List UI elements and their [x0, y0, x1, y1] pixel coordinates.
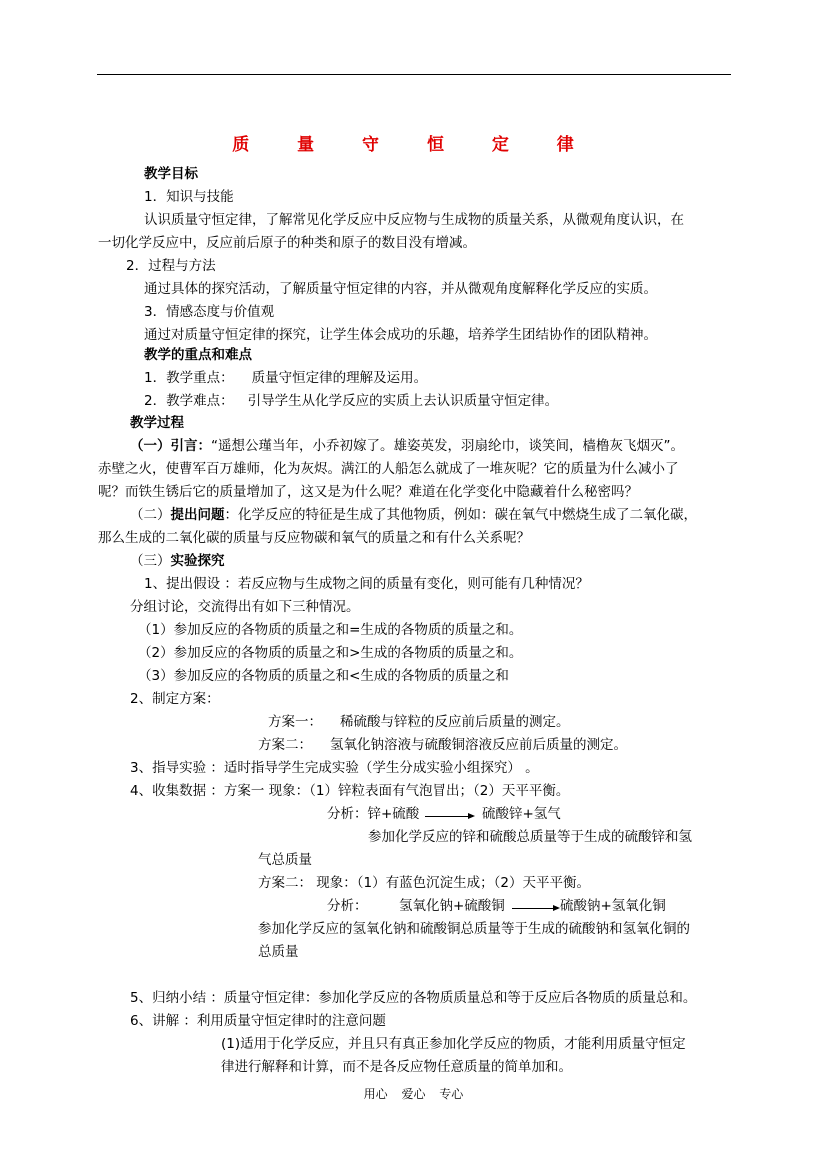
intro-line-2: 赤壁之火，使曹军百万雄师，化为灰烬。满江的人船怎么就成了一堆灰呢？它的质量为什么减小了	[98, 461, 679, 477]
note-line-2: 律进行解释和计算，而不是各反应物任意质量的简单加和。	[221, 1059, 572, 1075]
intro-line-1	[130, 436, 684, 456]
process-heading: 教学过程	[130, 415, 184, 431]
plan-1-text: 稀硫酸与锌粒的反应前后质量的测定。	[340, 714, 570, 730]
lecture-line: 6、讲解 ：利用质量守恒定律时的注意问题	[130, 1013, 386, 1029]
analysis-2-reactants: 氢氧化钠+硫酸铜	[399, 898, 505, 914]
process-method-line: 通过具体的探究活动，了解质量守恒定律的内容，并从微观角度解释化学反应的实质。	[144, 281, 657, 297]
analysis-1-label: 分析：锌+硫酸	[327, 806, 420, 822]
process-method-title: 2．过程与方法	[126, 258, 216, 274]
case-2: （2）参加反应的各物质的质量之和>生成的各物质的质量之和。	[138, 645, 523, 661]
focus-line	[144, 368, 427, 388]
plan-2-line	[258, 735, 627, 755]
knowledge-line-2: 一切化学反应中，反应前后原子的种类和原子的数目没有增减。	[98, 235, 476, 251]
analysis-2-product: 硫酸钠+氢氧化铜	[560, 898, 666, 914]
emotion-title: 3．情感态度与价值观	[144, 304, 275, 320]
focus-label: 1．教学重点：	[144, 370, 234, 386]
collect-line: 4、收集数据 ：方案一 现象：（1）锌粒表面有气泡冒出；（2）天平平衡。	[130, 783, 570, 799]
reaction-arrow-1	[425, 816, 473, 817]
knowledge-line-1: 认识质量守恒定律，了解常见化学反应中反应物与生成物的质量关系，从微观角度认识，在	[144, 212, 684, 228]
difficulty-line	[144, 391, 558, 411]
guide-line: 3、指导实验 ：适时指导学生完成实验（学生分成实验小组探究） 。	[130, 760, 539, 776]
analysis-2-line-2: 总质量	[258, 944, 299, 960]
explore-prefix: （三）	[130, 553, 171, 569]
focus-text: 质量守恒定律的理解及运用。	[251, 370, 428, 386]
plan-2-text: 氢氧化钠溶液与硫酸铜溶液反应前后质量的测定。	[330, 737, 627, 753]
objectives-heading: 教学目标	[144, 166, 198, 182]
knowledge-title: 1．知识与技能	[144, 189, 234, 205]
question-line-1	[130, 505, 697, 525]
key-points-heading: 教学的重点和难点	[144, 347, 252, 363]
note-line-1: (1)适用于化学反应，并且只有真正参加化学反应的物质，才能利用质量守恒定	[221, 1036, 686, 1052]
intro-text-1: “遥想公瑾当年，小乔初嫁了。雄姿英发，羽扇纶巾，谈笑间，樯橹灰飞烟灭”。	[211, 438, 684, 454]
explore-heading	[130, 551, 225, 571]
page-title: 质 量 守 恒 定 律	[232, 135, 595, 155]
plan-1-label: 方案一：	[268, 714, 322, 730]
plan-2-label: 方案二：	[258, 737, 312, 753]
analysis-2-label: 分析：	[327, 898, 368, 914]
intro-label: （一）引言：	[130, 438, 211, 454]
case-3: （3）参加反应的各物质的质量之和<生成的各物质的质量之和	[138, 668, 509, 684]
question-label: 提出问题	[170, 507, 225, 523]
hypothesis-line: 1、提出假设 ：若反应物与生成物之间的质量有变化，则可能有几种情况？	[144, 576, 589, 592]
reaction-arrow-2	[512, 908, 558, 909]
question-line-2: 那么生成的二氧化碳的质量与反应物碳和氧气的质量之和有什么关系呢？	[98, 530, 530, 546]
analysis-1-line-1: 参加化学反应的锌和硫酸总质量等于生成的硫酸锌和氢	[368, 829, 692, 845]
emotion-line: 通过对质量守恒定律的探究，让学生体会成功的乐趣，培养学生团结协作的团队精神。	[144, 327, 657, 343]
group-line: 分组讨论，交流得出有如下三种情况。	[130, 599, 360, 615]
analysis-1-product: 硫酸锌+氢气	[482, 806, 561, 822]
intro-line-3: 呢？而铁生锈后它的质量增加了，这又是为什么呢？难道在化学变化中隐藏着什么秘密吗？	[98, 484, 638, 500]
case-1: （1）参加反应的各物质的质量之和=生成的各物质的质量之和。	[138, 622, 523, 638]
plan-title: 2、制定方案：	[130, 691, 220, 707]
analysis-2-line-1: 参加化学反应的氢氧化钠和硫酸铜总质量等于生成的硫酸钠和氢氧化铜的	[258, 921, 690, 937]
explore-label: 实验探究	[170, 553, 225, 569]
page-footer: 用心 爱心 专心	[363, 1087, 464, 1101]
summary-line: 5、归纳小结 ：质量守恒定律：参加化学反应的各物质质量总和等于反应后各物质的质量总和。	[130, 990, 697, 1006]
header-rule	[97, 74, 731, 75]
question-text-1: ：化学反应的特征是生成了其他物质，例如：碳在氧气中燃烧生成了二氧化碳，	[224, 507, 697, 523]
question-prefix: （二）	[130, 507, 171, 523]
difficulty-label: 2．教学难点：	[144, 393, 234, 409]
difficulty-text: 引导学生从化学反应的实质上去认识质量守恒定律。	[247, 393, 559, 409]
plan-1-line	[268, 712, 570, 732]
plan-2-observation: 方案二： 现象：（1）有蓝色沉淀生成；（2）天平平衡。	[258, 875, 590, 891]
analysis-1-line-2: 气总质量	[258, 852, 312, 868]
